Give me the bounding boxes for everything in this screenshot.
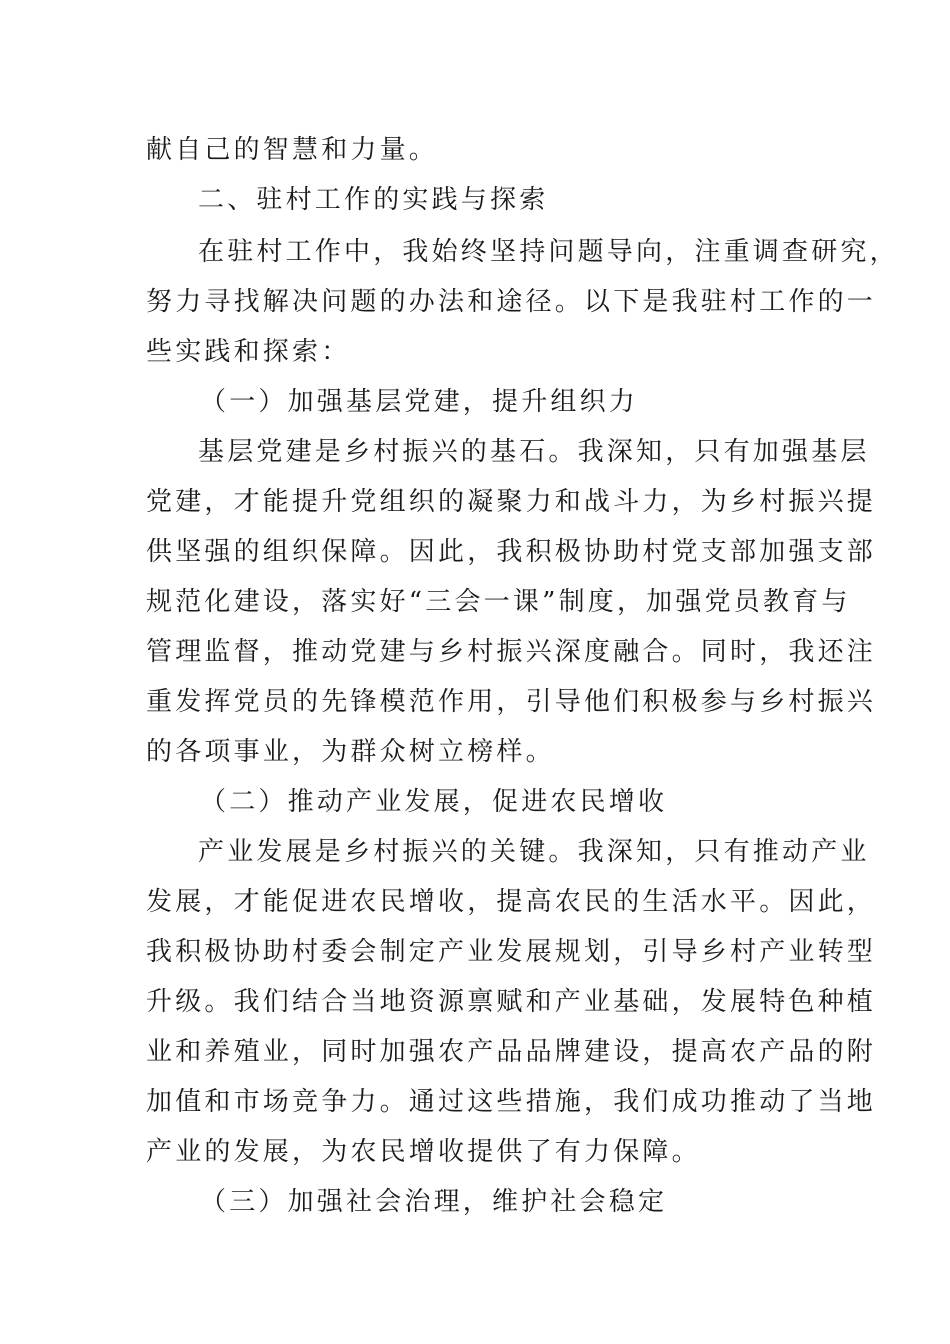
- paragraph-line: 献自己的智慧和力量。: [146, 135, 439, 165]
- paragraph-line: 我积极协助村委会制定产业发展规划，引导乡村产业转型: [146, 937, 877, 967]
- subsection-heading: （二）推动产业发展，促进农民增收: [200, 787, 668, 817]
- subsection-heading: （三）加强社会治理，维护社会稳定: [200, 1187, 668, 1217]
- paragraph-line: 产业发展是乡村振兴的关键。我深知，只有推动产业: [198, 837, 870, 867]
- paragraph-line: 在驻村工作中，我始终坚持问题导向，注重调查研究，: [198, 237, 899, 267]
- paragraph-line: 些实践和探索：: [146, 337, 351, 367]
- paragraph-line: 升级。我们结合当地资源禀赋和产业基础，发展特色种植: [146, 987, 877, 1017]
- section-heading: 二、驻村工作的实践与探索: [198, 185, 549, 215]
- paragraph-line: 党建，才能提升党组织的凝聚力和战斗力，为乡村振兴提: [146, 487, 877, 517]
- paragraph-line: 业和养殖业，同时加强农产品品牌建设，提高农产品的附: [146, 1037, 877, 1067]
- paragraph-line: 规范化建设，落实好“三会一课”制度，加强党员教育与: [146, 587, 851, 617]
- paragraph-line: 努力寻找解决问题的办法和途径。以下是我驻村工作的一: [146, 287, 877, 317]
- paragraph-line: 发展，才能促进农民增收，提高农民的生活水平。因此，: [146, 887, 877, 917]
- paragraph-line: 的各项事业，为群众树立榜样。: [146, 737, 555, 767]
- subsection-heading: （一）加强基层党建，提升组织力: [200, 387, 639, 417]
- paragraph-line: 重发挥党员的先锋模范作用，引导他们积极参与乡村振兴: [146, 687, 877, 717]
- paragraph-line: 供坚强的组织保障。因此，我积极协助村党支部加强支部: [146, 537, 877, 567]
- paragraph-line: 产业的发展，为农民增收提供了有力保障。: [146, 1137, 701, 1167]
- paragraph-line: 加值和市场竞争力。通过这些措施，我们成功推动了当地: [146, 1087, 877, 1117]
- paragraph-line: 基层党建是乡村振兴的基石。我深知，只有加强基层: [198, 437, 870, 467]
- paragraph-line: 管理监督，推动党建与乡村振兴深度融合。同时，我还注: [146, 637, 877, 667]
